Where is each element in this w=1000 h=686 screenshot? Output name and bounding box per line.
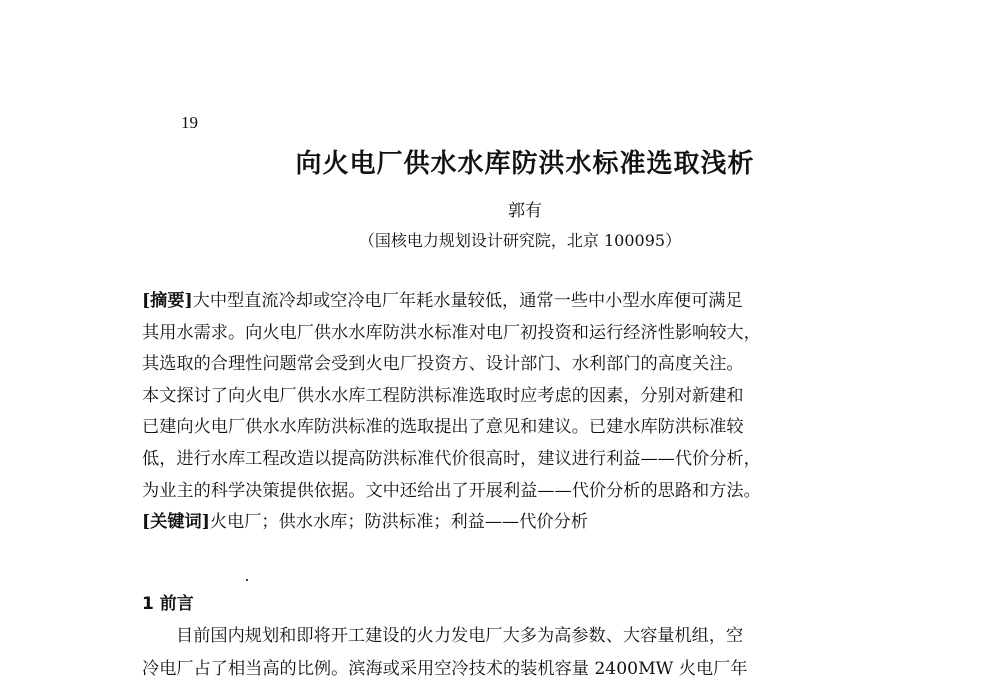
abstract-tag: [摘要] [142,291,193,311]
abstract-line [142,286,867,318]
body-line: 冷电厂占了相当高的比例。滨海或采用空冷技术的装机容量 2400MW 火电厂年 [142,659,748,679]
abstract-line: 低，进行水库工程改造以提高防洪标准代价很高时，建议进行利益——代价分析， [142,448,761,469]
scan-speck [246,579,248,581]
abstract-line: 已建向火电厂供水水库防洪标准的选取提出了意见和建议。已建水库防洪标准较 [142,417,744,438]
author-name: 郭有 [508,201,542,221]
author-affiliation: （国核电力规划设计研究院，北京 100095） [358,231,682,250]
keywords-line [142,507,867,539]
keywords-text: 火电厂；供水水库；防洪标准；利益——代价分析 [209,512,588,533]
abstract-line: 为业主的科学决策提供依据。文中还给出了开展利益——代价分析的思路和方法。 [142,480,761,501]
keywords-tag: [关键词] [142,512,210,533]
abstract-line: 本文探讨了向火电厂供水水库工程防洪标准选取时应考虑的因素，分别对新建和 [142,385,744,406]
abstract-block [142,286,867,539]
section-body [142,620,867,686]
page-number: 19 [181,113,198,132]
abstract-line: 其选取的合理性问题常会受到火电厂投资方、设计部门、水利部门的高度关注。 [142,354,744,375]
abstract-text: 大中型直流冷却或空冷电厂年耗水量较低，通常一些中小型水库便可满足 [192,291,743,311]
section-heading: 1 前言 [142,594,194,614]
abstract-line: 其用水需求。向火电厂供水水库防洪水标准对电厂初投资和运行经济性影响较大， [142,322,761,343]
body-line: 目前国内规划和即将开工建设的火力发电厂大多为高参数、大容量机组，空 [176,626,744,646]
paper-title: 向火电厂供水水库防洪水标准选取浅析 [295,149,755,179]
